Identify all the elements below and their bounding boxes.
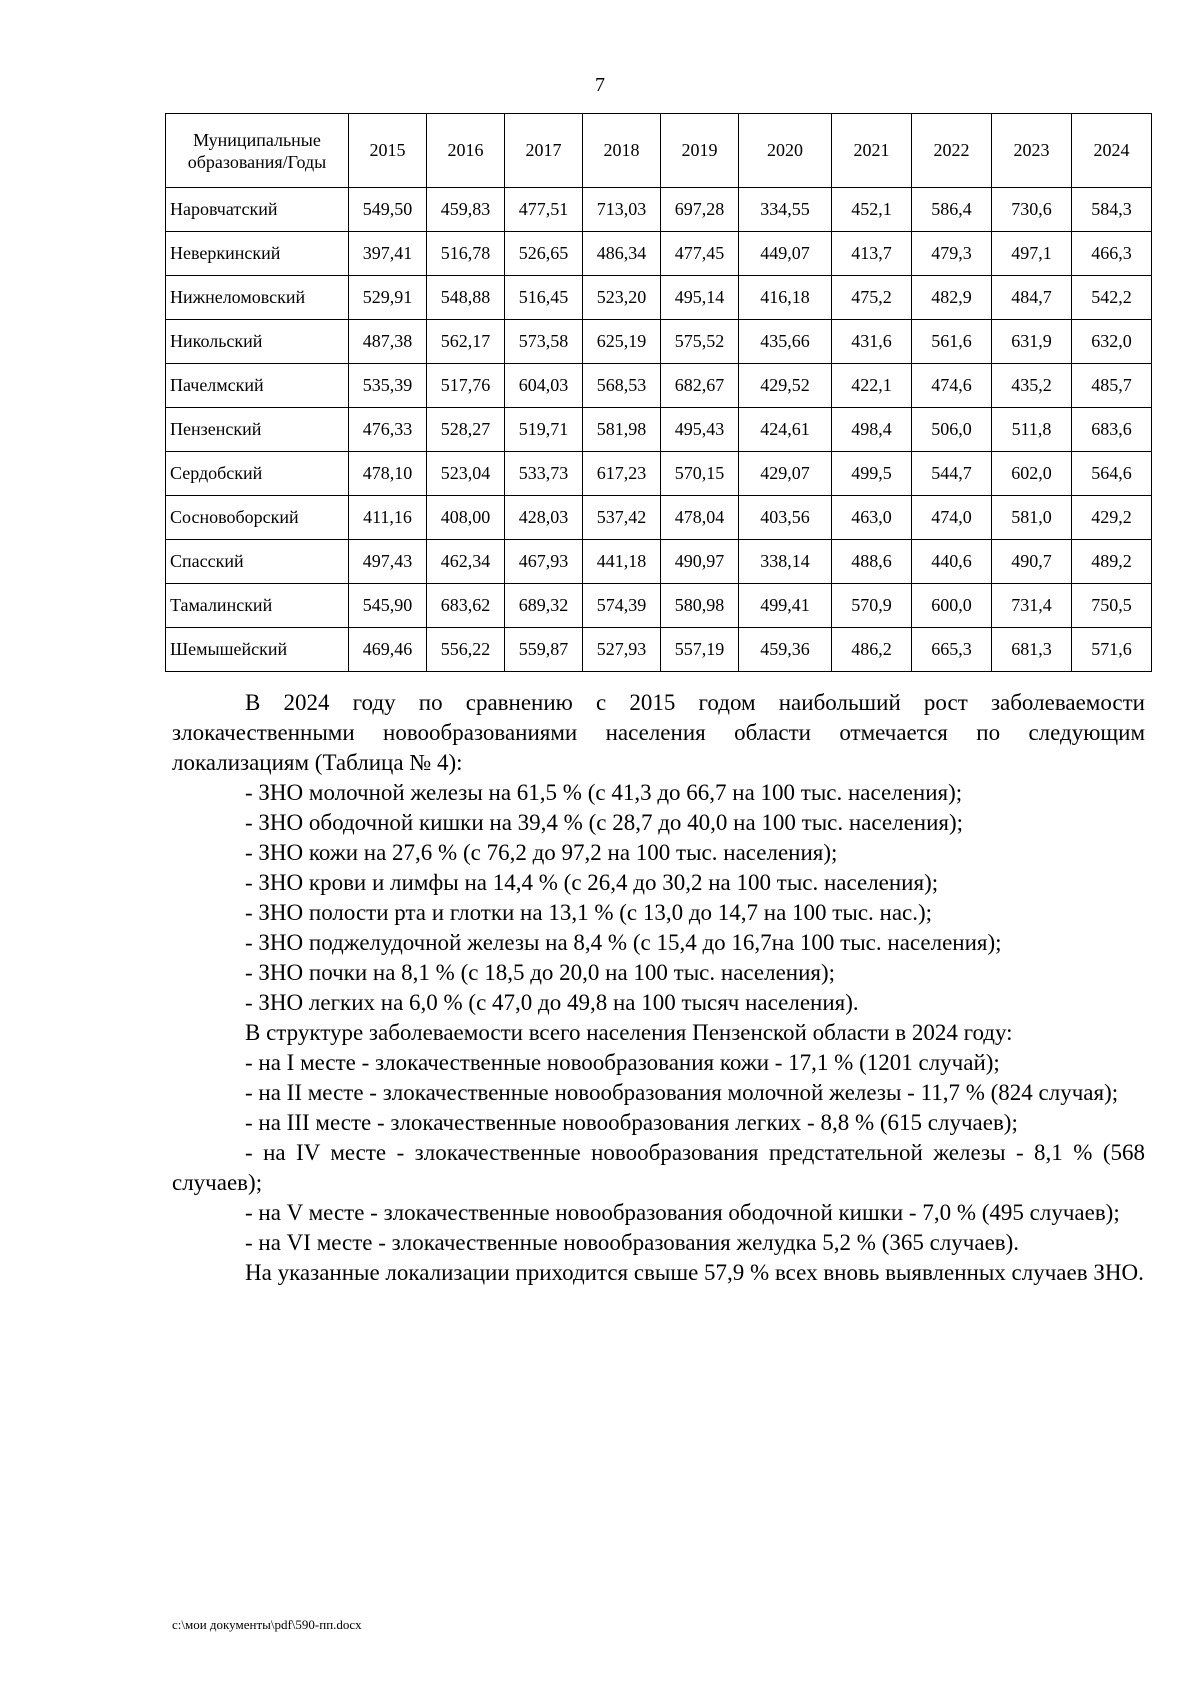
value-cell: 411,16 bbox=[349, 496, 427, 540]
value-cell: 477,45 bbox=[661, 232, 739, 276]
column-header-year: 2017 bbox=[505, 114, 583, 188]
list-item: - ЗНО легких на 6,0 % (с 47,0 до 49,8 на 100 тысяч населения). bbox=[245, 990, 859, 1015]
morbidity-table bbox=[165, 113, 1152, 672]
value-cell: 452,1 bbox=[832, 188, 912, 232]
value-cell: 557,19 bbox=[661, 628, 739, 672]
value-cell: 511,8 bbox=[992, 408, 1072, 452]
value-cell: 682,67 bbox=[661, 364, 739, 408]
value-cell: 683,62 bbox=[427, 584, 505, 628]
value-cell: 485,7 bbox=[1072, 364, 1152, 408]
column-header-year: 2020 bbox=[739, 114, 832, 188]
value-cell: 486,2 bbox=[832, 628, 912, 672]
value-cell: 528,27 bbox=[427, 408, 505, 452]
value-cell: 497,43 bbox=[349, 540, 427, 584]
intro-paragraph: В 2024 году по сравнению с 2015 годом наибольший рост заболеваемости злокачественными новообразованиями населения области отмечается по следующим локализациям (Таблица № 4): bbox=[172, 690, 1145, 775]
value-cell: 435,66 bbox=[739, 320, 832, 364]
value-cell: 476,33 bbox=[349, 408, 427, 452]
value-cell: 435,2 bbox=[992, 364, 1072, 408]
value-cell: 617,23 bbox=[583, 452, 661, 496]
table-row bbox=[166, 320, 1152, 364]
value-cell: 526,65 bbox=[505, 232, 583, 276]
value-cell: 516,45 bbox=[505, 276, 583, 320]
value-cell: 731,4 bbox=[992, 584, 1072, 628]
conclusion-paragraph: На указанные локализации приходится свыше 57,9 % всех вновь выявленных случаев ЗНО. bbox=[245, 1260, 1144, 1285]
value-cell: 516,78 bbox=[427, 232, 505, 276]
table-row bbox=[166, 232, 1152, 276]
value-cell: 424,61 bbox=[739, 408, 832, 452]
list-item: - на III месте - злокачественные новообразования легких - 8,8 % (615 случаев); bbox=[245, 1110, 1018, 1135]
value-cell: 527,93 bbox=[583, 628, 661, 672]
value-cell: 537,42 bbox=[583, 496, 661, 540]
list-item: - ЗНО почки на 8,1 % (с 18,5 до 20,0 на 100 тыс. населения); bbox=[245, 960, 836, 985]
value-cell: 542,2 bbox=[1072, 276, 1152, 320]
table-row bbox=[166, 276, 1152, 320]
municipality-name-cell: Пачелмский bbox=[166, 364, 349, 408]
value-cell: 506,0 bbox=[912, 408, 992, 452]
value-cell: 498,4 bbox=[832, 408, 912, 452]
value-cell: 559,87 bbox=[505, 628, 583, 672]
structure-intro-paragraph: В структуре заболеваемости всего населения Пензенской области в 2024 году: bbox=[245, 1020, 1013, 1045]
value-cell: 459,83 bbox=[427, 188, 505, 232]
column-header-year: 2018 bbox=[583, 114, 661, 188]
value-cell: 689,32 bbox=[505, 584, 583, 628]
value-cell: 422,1 bbox=[832, 364, 912, 408]
list-item: - ЗНО поджелудочной железы на 8,4 % (с 15,4 до 16,7на 100 тыс. населения); bbox=[245, 930, 1002, 955]
footer-file-path: c:\мои документы\pdf\590-пп.docx bbox=[172, 1617, 362, 1632]
value-cell: 338,14 bbox=[739, 540, 832, 584]
municipality-name-cell: Наровчатский bbox=[166, 188, 349, 232]
municipality-name-cell: Пензенский bbox=[166, 408, 349, 452]
value-cell: 523,20 bbox=[583, 276, 661, 320]
value-cell: 545,90 bbox=[349, 584, 427, 628]
value-cell: 562,17 bbox=[427, 320, 505, 364]
value-cell: 584,3 bbox=[1072, 188, 1152, 232]
list-item: - на V месте - злокачественные новообразования ободочной кишки - 7,0 % (495 случаев); bbox=[245, 1200, 1120, 1225]
table-header-row bbox=[166, 114, 1152, 188]
value-cell: 428,03 bbox=[505, 496, 583, 540]
value-cell: 431,6 bbox=[832, 320, 912, 364]
value-cell: 523,04 bbox=[427, 452, 505, 496]
page-number: 7 bbox=[595, 74, 605, 96]
value-cell: 575,52 bbox=[661, 320, 739, 364]
value-cell: 750,5 bbox=[1072, 584, 1152, 628]
value-cell: 602,0 bbox=[992, 452, 1072, 496]
value-cell: 570,15 bbox=[661, 452, 739, 496]
value-cell: 564,6 bbox=[1072, 452, 1152, 496]
list-item: - ЗНО крови и лимфы на 14,4 % (с 26,4 до 30,2 на 100 тыс. населения); bbox=[245, 870, 939, 895]
value-cell: 429,2 bbox=[1072, 496, 1152, 540]
value-cell: 683,6 bbox=[1072, 408, 1152, 452]
list-item: - на IV месте - злокачественные новообразования предстательной железы - 8,1 % (568 случаев); bbox=[172, 1140, 1145, 1195]
value-cell: 561,6 bbox=[912, 320, 992, 364]
value-cell: 466,3 bbox=[1072, 232, 1152, 276]
structure-list bbox=[172, 1048, 1145, 1258]
municipality-name-cell: Сосновоборский bbox=[166, 496, 349, 540]
value-cell: 403,56 bbox=[739, 496, 832, 540]
value-cell: 600,0 bbox=[912, 584, 992, 628]
value-cell: 463,0 bbox=[832, 496, 912, 540]
table-row bbox=[166, 188, 1152, 232]
value-cell: 477,51 bbox=[505, 188, 583, 232]
value-cell: 416,18 bbox=[739, 276, 832, 320]
value-cell: 548,88 bbox=[427, 276, 505, 320]
list-item: - ЗНО ободочной кишки на 39,4 % (с 28,7 до 40,0 на 100 тыс. населения); bbox=[245, 810, 964, 835]
value-cell: 581,0 bbox=[992, 496, 1072, 540]
value-cell: 586,4 bbox=[912, 188, 992, 232]
value-cell: 574,39 bbox=[583, 584, 661, 628]
value-cell: 482,9 bbox=[912, 276, 992, 320]
value-cell: 478,10 bbox=[349, 452, 427, 496]
value-cell: 665,3 bbox=[912, 628, 992, 672]
value-cell: 713,03 bbox=[583, 188, 661, 232]
value-cell: 697,28 bbox=[661, 188, 739, 232]
column-header-year: 2022 bbox=[912, 114, 992, 188]
value-cell: 604,03 bbox=[505, 364, 583, 408]
value-cell: 533,73 bbox=[505, 452, 583, 496]
column-header-year: 2024 bbox=[1072, 114, 1152, 188]
value-cell: 556,22 bbox=[427, 628, 505, 672]
value-cell: 479,3 bbox=[912, 232, 992, 276]
value-cell: 408,00 bbox=[427, 496, 505, 540]
list-item: - на VI месте - злокачественные новообразования желудка 5,2 % (365 случаев). bbox=[245, 1230, 1020, 1255]
municipality-name-cell: Неверкинский bbox=[166, 232, 349, 276]
value-cell: 495,43 bbox=[661, 408, 739, 452]
value-cell: 581,98 bbox=[583, 408, 661, 452]
value-cell: 474,6 bbox=[912, 364, 992, 408]
value-cell: 487,38 bbox=[349, 320, 427, 364]
list-item: - на I месте - злокачественные новообразования кожи - 17,1 % (1201 случай); bbox=[245, 1050, 1000, 1075]
municipality-name-cell: Сердобский bbox=[166, 452, 349, 496]
value-cell: 397,41 bbox=[349, 232, 427, 276]
value-cell: 478,04 bbox=[661, 496, 739, 540]
list-item: - ЗНО кожи на 27,6 % (с 76,2 до 97,2 на 100 тыс. населения); bbox=[245, 840, 838, 865]
value-cell: 580,98 bbox=[661, 584, 739, 628]
value-cell: 631,9 bbox=[992, 320, 1072, 364]
value-cell: 486,34 bbox=[583, 232, 661, 276]
value-cell: 441,18 bbox=[583, 540, 661, 584]
table-row bbox=[166, 584, 1152, 628]
value-cell: 440,6 bbox=[912, 540, 992, 584]
value-cell: 499,41 bbox=[739, 584, 832, 628]
municipality-name-cell: Тамалинский bbox=[166, 584, 349, 628]
value-cell: 571,6 bbox=[1072, 628, 1152, 672]
value-cell: 499,5 bbox=[832, 452, 912, 496]
value-cell: 632,0 bbox=[1072, 320, 1152, 364]
value-cell: 497,1 bbox=[992, 232, 1072, 276]
value-cell: 488,6 bbox=[832, 540, 912, 584]
table-body bbox=[166, 188, 1152, 672]
municipality-name-cell: Шемышейский bbox=[166, 628, 349, 672]
column-header-year: 2023 bbox=[992, 114, 1072, 188]
value-cell: 568,53 bbox=[583, 364, 661, 408]
table-row bbox=[166, 408, 1152, 452]
value-cell: 489,2 bbox=[1072, 540, 1152, 584]
list-item: - на II месте - злокачественные новообразования молочной железы - 11,7 % (824 случая); bbox=[245, 1080, 1119, 1105]
value-cell: 573,58 bbox=[505, 320, 583, 364]
body-text bbox=[172, 688, 1145, 1288]
value-cell: 484,7 bbox=[992, 276, 1072, 320]
list-item: - ЗНО полости рта и глотки на 13,1 % (с 13,0 до 14,7 на 100 тыс. нас.); bbox=[245, 900, 933, 925]
column-header-year: 2015 bbox=[349, 114, 427, 188]
value-cell: 681,3 bbox=[992, 628, 1072, 672]
value-cell: 535,39 bbox=[349, 364, 427, 408]
table-row bbox=[166, 496, 1152, 540]
table-row bbox=[166, 452, 1152, 496]
column-header-year: 2016 bbox=[427, 114, 505, 188]
value-cell: 334,55 bbox=[739, 188, 832, 232]
column-header-year: 2021 bbox=[832, 114, 912, 188]
value-cell: 625,19 bbox=[583, 320, 661, 364]
value-cell: 517,76 bbox=[427, 364, 505, 408]
column-header-year: 2019 bbox=[661, 114, 739, 188]
value-cell: 495,14 bbox=[661, 276, 739, 320]
value-cell: 519,71 bbox=[505, 408, 583, 452]
value-cell: 730,6 bbox=[992, 188, 1072, 232]
value-cell: 429,52 bbox=[739, 364, 832, 408]
value-cell: 459,36 bbox=[739, 628, 832, 672]
value-cell: 490,97 bbox=[661, 540, 739, 584]
value-cell: 475,2 bbox=[832, 276, 912, 320]
value-cell: 449,07 bbox=[739, 232, 832, 276]
column-header-name: Муниципальные образования/Годы bbox=[166, 114, 349, 188]
table-row bbox=[166, 628, 1152, 672]
list-item: - ЗНО молочной железы на 61,5 % (с 41,3 до 66,7 на 100 тыс. населения); bbox=[245, 780, 963, 805]
value-cell: 549,50 bbox=[349, 188, 427, 232]
value-cell: 570,9 bbox=[832, 584, 912, 628]
value-cell: 413,7 bbox=[832, 232, 912, 276]
value-cell: 469,46 bbox=[349, 628, 427, 672]
value-cell: 474,0 bbox=[912, 496, 992, 540]
value-cell: 529,91 bbox=[349, 276, 427, 320]
table-row bbox=[166, 540, 1152, 584]
value-cell: 462,34 bbox=[427, 540, 505, 584]
growth-list bbox=[172, 778, 1145, 1018]
table-row bbox=[166, 364, 1152, 408]
municipality-name-cell: Никольский bbox=[166, 320, 349, 364]
municipality-name-cell: Спасский bbox=[166, 540, 349, 584]
municipality-name-cell: Нижнеломовский bbox=[166, 276, 349, 320]
value-cell: 490,7 bbox=[992, 540, 1072, 584]
value-cell: 544,7 bbox=[912, 452, 992, 496]
value-cell: 467,93 bbox=[505, 540, 583, 584]
value-cell: 429,07 bbox=[739, 452, 832, 496]
